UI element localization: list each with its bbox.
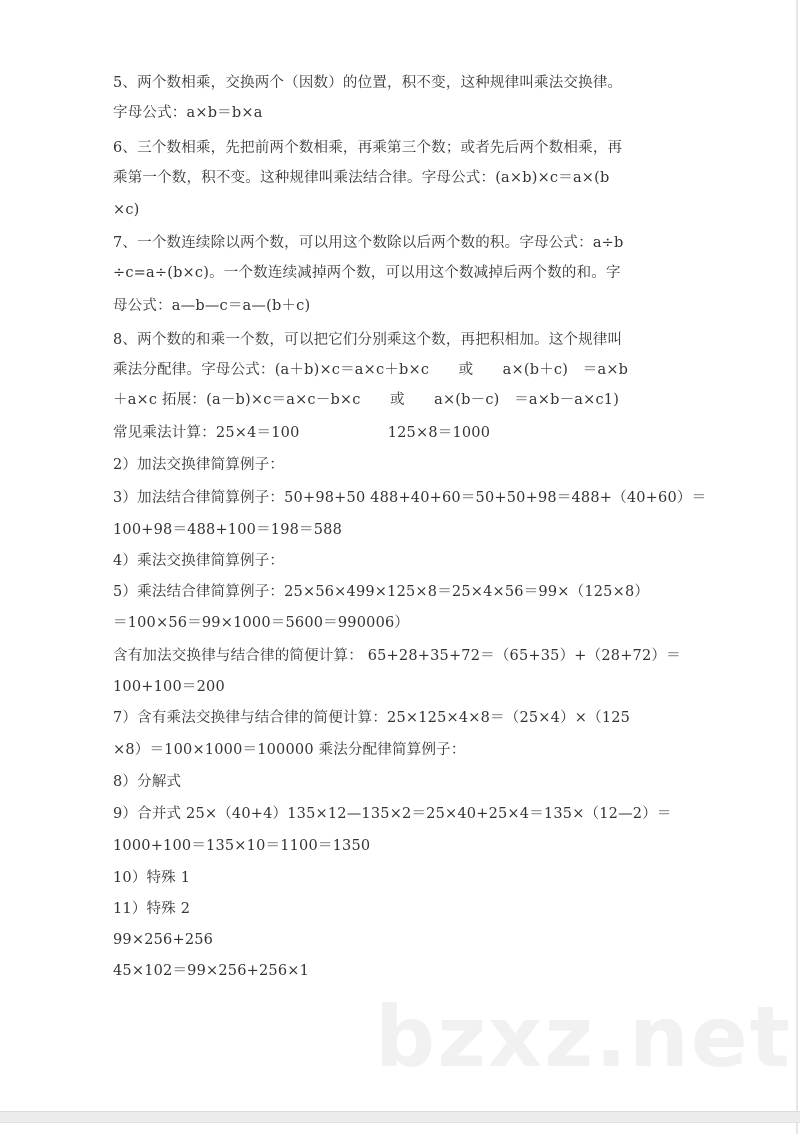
text-line: ×c) <box>113 202 140 218</box>
text-line: 乘第一个数，积不变。这种规律叫乘法结合律。字母公式：(a×b)×c＝a×(b <box>113 170 610 186</box>
text-line: 2）加法交换律简算例子： <box>113 457 285 473</box>
text-line: 含有加法交换律与结合律的简便计算： 65+28+35+72＝（65+35）+（28+72）＝ <box>113 648 681 664</box>
text-line: 8、两个数的和乘一个数，可以把它们分别乘这个数，再把积相加。这个规律叫 <box>113 332 623 348</box>
text-line: 10）特殊 1 <box>113 870 191 886</box>
text-line: ÷c=a÷(b×c)。一个数连续减掉两个数，可以用这个数减掉后两个数的和。字 <box>113 265 621 281</box>
text-line: 字母公式：a×b＝b×a <box>113 105 263 121</box>
text-line: 母公式：a—b—c＝a—(b＋c) <box>113 298 311 314</box>
text-line: 5）乘法结合律简算例子：25×56×499×125×8＝25×4×56＝99×（125×8） <box>113 584 650 600</box>
watermark: bzxz.net <box>375 988 792 1086</box>
text-line: 3）加法结合律简算例子：50+98+50 488+40+60＝50+50+98＝488+（40+60）＝ <box>113 490 707 506</box>
text-line: 9）合并式 25×（40+4）135×12—135×2＝25×40+25×4＝135×（12—2）＝ <box>113 806 672 822</box>
text-line: ×8）＝100×1000＝100000 乘法分配律简算例子： <box>113 742 466 758</box>
text-line: 100+100＝200 <box>113 679 225 695</box>
text-line: 99×256+256 <box>113 932 214 948</box>
text-line: ＋a×c 拓展：(a－b)×c＝a×c－b×c 或 a×(b－c) ＝a×b－a×c1) <box>113 392 620 408</box>
text-line: 5、两个数相乘，交换两个（因数）的位置，积不变，这种规律叫乘法交换律。 <box>113 75 623 91</box>
text-line: 45×102＝99×256+256×1 <box>113 963 310 979</box>
text-line: 11）特殊 2 <box>113 901 191 917</box>
text-line: 7）含有乘法交换律与结合律的简便计算：25×125×4×8＝（25×4）×（125 <box>113 710 631 726</box>
text-line: ＝100×56＝99×1000＝5600＝990006） <box>113 615 410 631</box>
text-line: 7、一个数连续除以两个数，可以用这个数除以后两个数的积。字母公式：a÷b <box>113 235 624 251</box>
text-line: 1000+100＝135×10＝1100＝1350 <box>113 838 371 854</box>
text-line: 常见乘法计算：25×4＝100 125×8＝1000 <box>113 425 491 441</box>
text-line: 乘法分配律。字母公式：(a＋b)×c＝a×c＋b×c 或 a×(b＋c) ＝a×b <box>113 362 629 378</box>
text-line: 6、三个数相乘，先把前两个数相乘，再乘第三个数；或者先后两个数相乘，再 <box>113 140 623 156</box>
next-page-edge <box>0 1123 798 1134</box>
page-separator <box>0 1111 800 1123</box>
text-line: 8）分解式 <box>113 774 182 790</box>
text-line: 4）乘法交换律简算例子： <box>113 553 285 569</box>
text-line: 100+98＝488+100＝198＝588 <box>113 522 343 538</box>
